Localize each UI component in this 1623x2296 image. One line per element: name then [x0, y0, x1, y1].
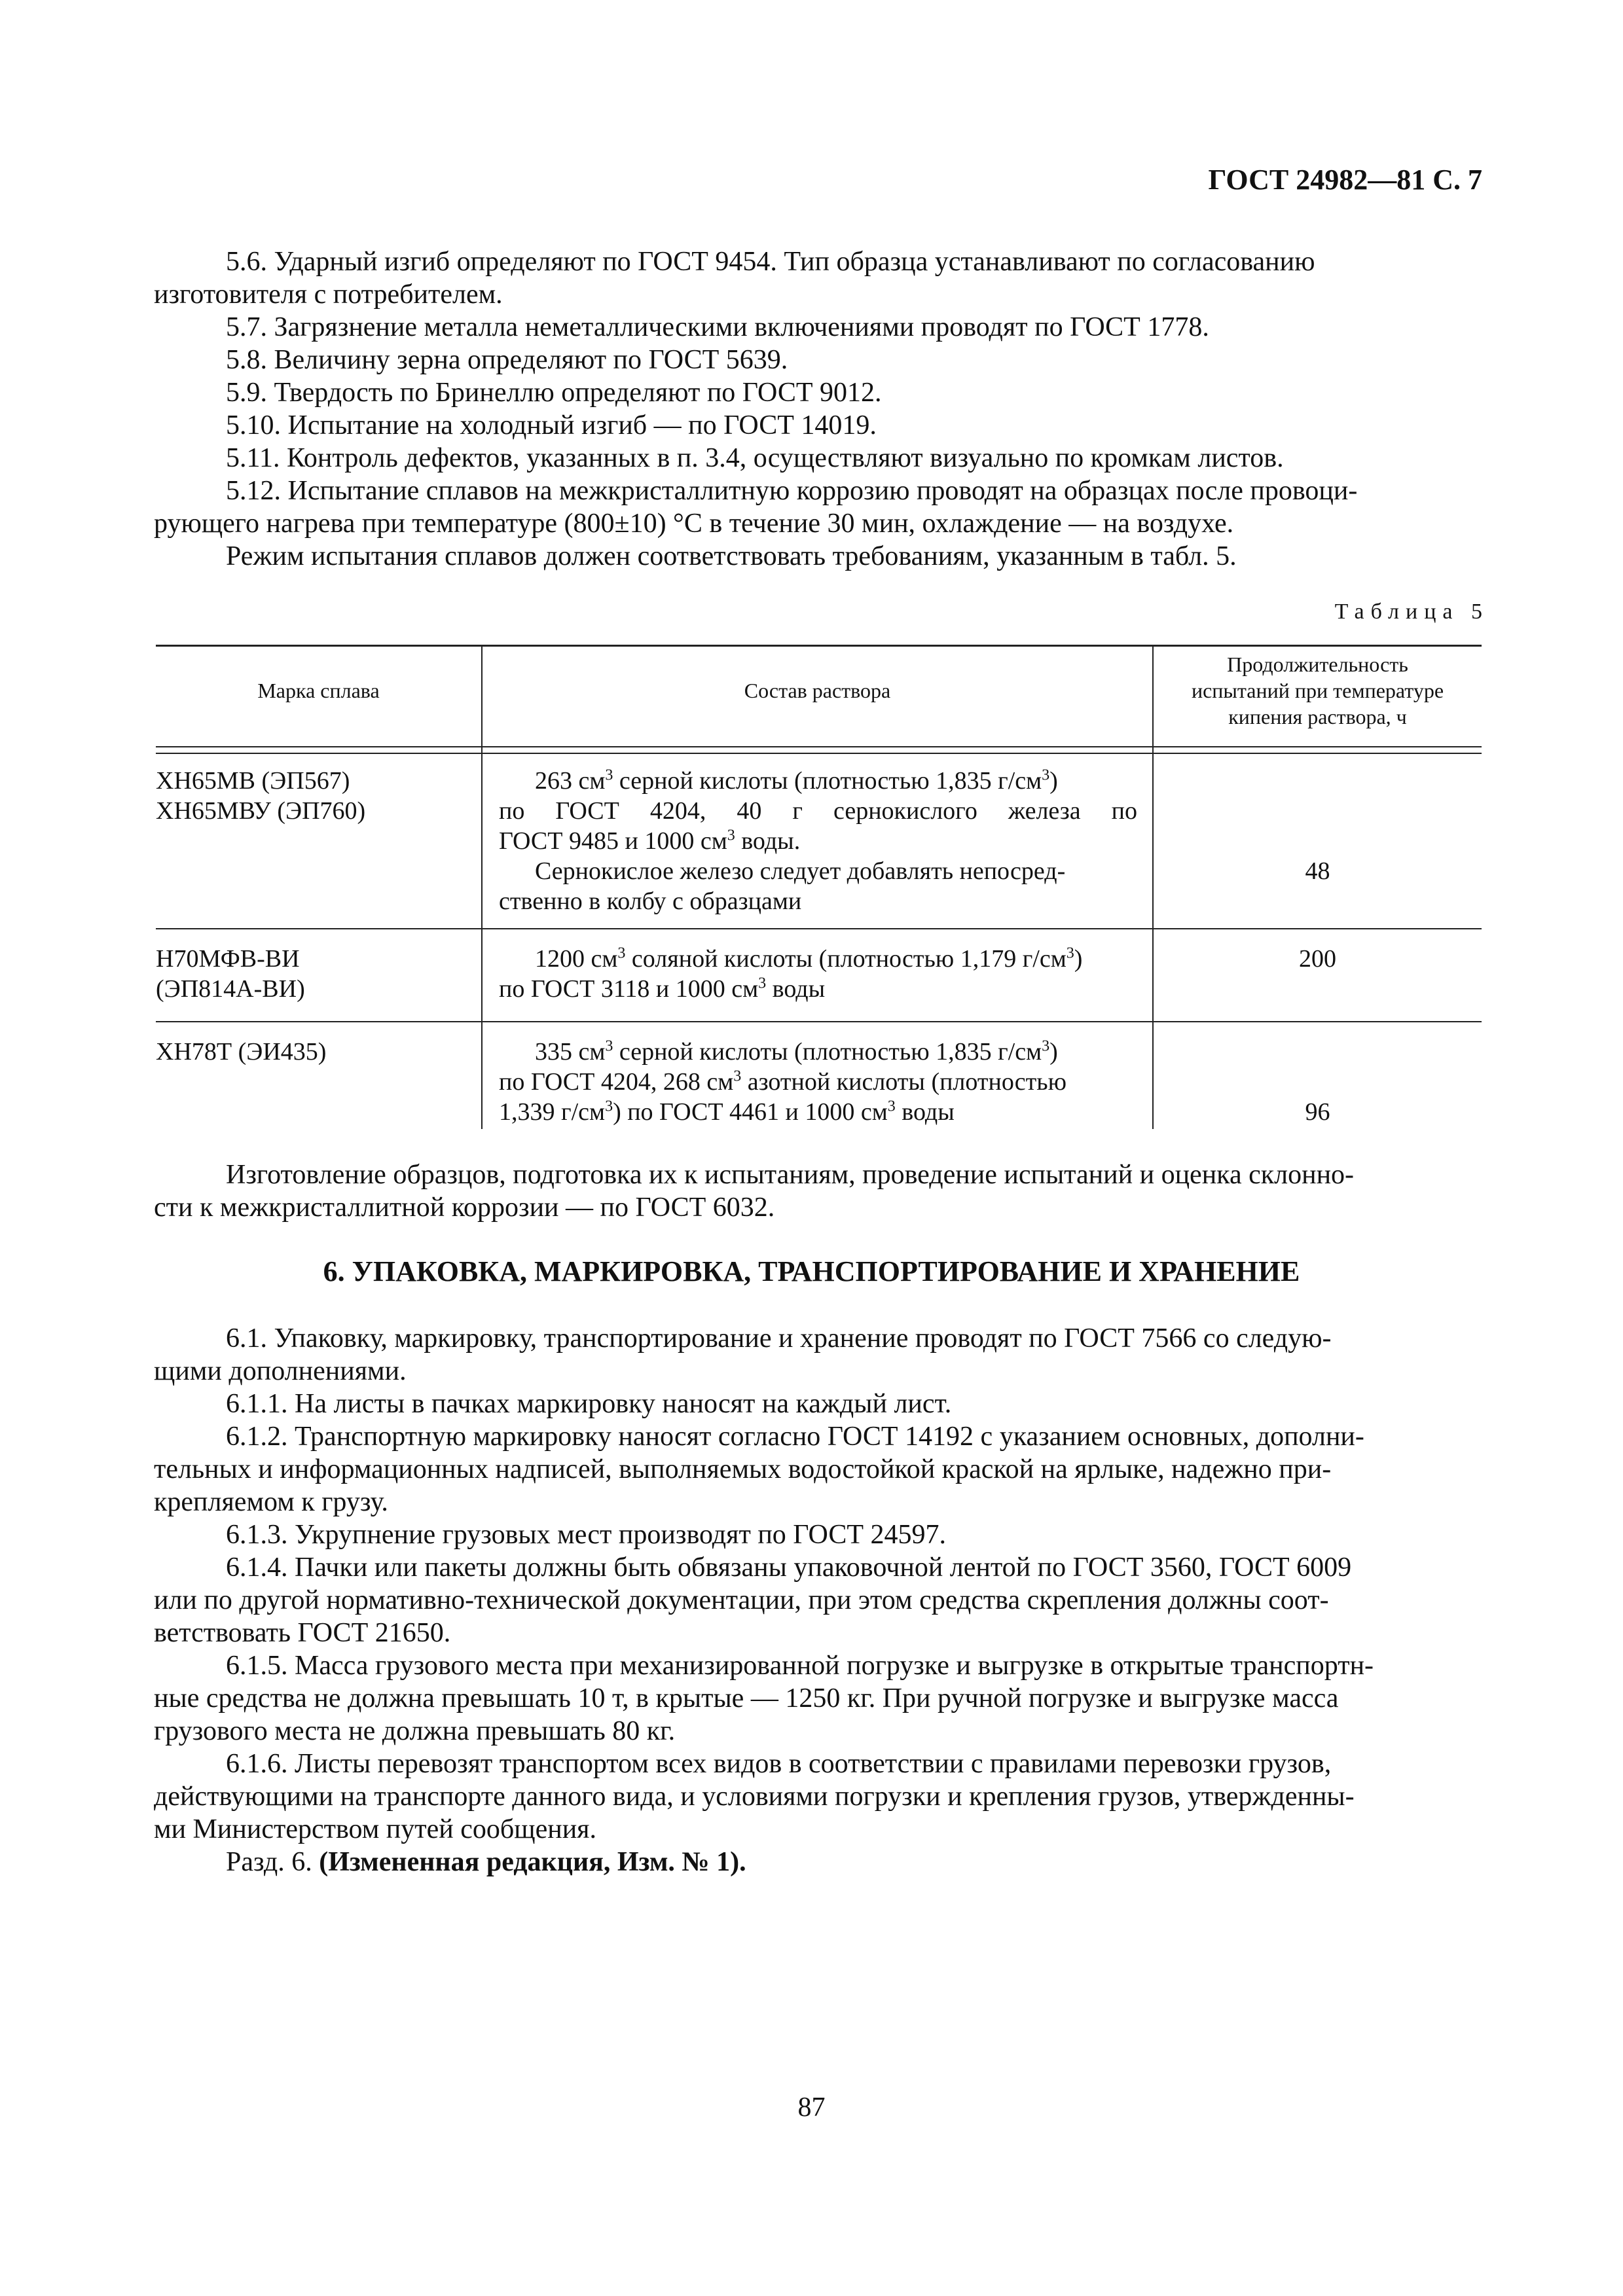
paragraph-6-1-6-line3: ми Министерством путей сообщения.: [154, 1814, 596, 1844]
paragraph-5-8: 5.8. Величину зерна определяют по ГОСТ 5639.: [226, 345, 788, 375]
paragraph-5-6-line2: изготовителя с потребителем.: [154, 279, 503, 310]
paragraph-5-12-line2: рующего нагрева при температуре (800±10) °С в течение 30 мин, охлаждение — на воздухе.: [154, 509, 1234, 539]
table-header-composition: Состав раствора: [744, 679, 891, 702]
table-row-1-composition: 263 $см^3$ серной кислоты (плотностью 1,835 $г/см^3$) по ГОСТ 4204, 40 г сернокислого железа по ГОСТ 9485 и 1000 $см^3$ воды. Сернокислое железо следует добавлять непосред- ственно в колбу с образцами: [499, 766, 1137, 915]
page-number: 87: [797, 2092, 826, 2123]
table-row-1-duration: 48: [1305, 857, 1330, 885]
paragraph-6-1-2-line1: 6.1.2. Транспортную маркировку наносят согласно ГОСТ 14192 с указанием основных, дополни-: [226, 1422, 1364, 1452]
paragraph-6-1-5-line1: 6.1.5. Масса грузового места при механизированной погрузке и выгрузке в открытые транспортн-: [226, 1651, 1374, 1681]
table-row-3-duration: 96: [1305, 1098, 1330, 1126]
table-row-rule-1: [156, 928, 1482, 929]
table-row-2-grade: Н70МФВ-ВИ (ЭП814А-ВИ): [156, 945, 305, 1003]
paragraph-mode: Режим испытания сплавов должен соответствовать требованиям, указанным в табл. 5.: [226, 541, 1237, 571]
paragraph-after-table-line2: сти к межкристаллитной коррозии — по ГОСТ 6032.: [154, 1193, 775, 1223]
table-row-2-duration: 200: [1299, 945, 1336, 973]
paragraph-5-9: 5.9. Твердость по Бринеллю определяют по ГОСТ 9012.: [226, 378, 882, 408]
section-6-heading: 6. УПАКОВКА, МАРКИРОВКА, ТРАНСПОРТИРОВАНИЕ И ХРАНЕНИЕ: [323, 1255, 1300, 1287]
table-header-rule-2: [156, 753, 1482, 754]
paragraph-5-12-line1: 5.12. Испытание сплавов на межкристаллитную коррозию проводят на образцах после провоци-: [226, 476, 1358, 506]
table-top-rule: [156, 645, 1482, 647]
table-row-3-grade: ХН78Т (ЭИ435): [156, 1038, 327, 1066]
table-header-duration: Продолжительность испытаний при температуре кипения раствора, ч: [1191, 653, 1444, 728]
paragraph-5-11: 5.11. Контроль дефектов, указанных в п. 3.4, осуществляют визуально по кромкам листов.: [226, 443, 1284, 473]
paragraph-razd-6-note: Разд. 6. (Измененная редакция, Изм. № 1).: [226, 1847, 746, 1877]
table-row-3-composition: 335 $см^3$ серной кислоты (плотностью 1,835 $г/см^3$) по ГОСТ 4204, 268 $см^3$ азотной кислоты (плотностью 1,339 $г/см^3$) по ГОСТ 4461 и 1000 $см^3$ воды: [499, 1037, 1067, 1126]
table-col-divider-1: [481, 645, 483, 1129]
paragraph-6-1-3: 6.1.3. Укрупнение грузовых мест производят по ГОСТ 24597.: [226, 1520, 947, 1550]
paragraph-6-1-6-line2: действующими на транспорте данного вида, и условиями погрузки и крепления грузов, утвержденны-: [154, 1782, 1355, 1812]
table-caption: Таблица 5: [1334, 600, 1489, 624]
paragraph-6-1-5-line3: грузового места не должна превышать 80 кг.: [154, 1716, 676, 1746]
paragraph-6-1-4-line3: ветствовать ГОСТ 21650.: [154, 1618, 451, 1648]
table-header-rule-1: [156, 746, 1482, 747]
paragraph-6-1-line1: 6.1. Упаковку, маркировку, транспортирование и хранение проводят по ГОСТ 7566 со следую-: [226, 1323, 1332, 1354]
paragraph-6-1-5-line2: ные средства не должна превышать 10 т, в крытые — 1250 кг. При ручной погрузке и выгрузке масса: [154, 1683, 1339, 1713]
running-header: ГОСТ 24982—81 С. 7: [1208, 164, 1482, 196]
table-header-grade: Марка сплава: [257, 679, 380, 702]
paragraph-6-1-2-line2: тельных и информационных надписей, выполняемых водостойкой краской на ярлыке, надежно при-: [154, 1454, 1332, 1484]
paragraph-after-table-line1: Изготовление образцов, подготовка их к испытаниям, проведение испытаний и оценка склонно-: [226, 1160, 1355, 1190]
paragraph-6-1-2-line3: крепляемом к грузу.: [154, 1487, 388, 1517]
paragraph-6-1-line2: щими дополнениями.: [154, 1356, 407, 1386]
paragraph-5-7: 5.7. Загрязнение металла неметаллическими включениями проводят по ГОСТ 1778.: [226, 312, 1209, 342]
paragraph-6-1-6-line1: 6.1.6. Листы перевозят транспортом всех видов в соответствии с правилами перевозки грузов,: [226, 1749, 1332, 1779]
table-row-rule-2: [156, 1021, 1482, 1022]
paragraph-6-1-4-line2: или по другой нормативно-технической документации, при этом средства скрепления должны соот-: [154, 1585, 1329, 1615]
table-row-1-grade: ХН65МВ (ЭП567) ХН65МВУ (ЭП760): [156, 767, 366, 825]
paragraph-5-10: 5.10. Испытание на холодный изгиб — по ГОСТ 14019.: [226, 410, 877, 440]
paragraph-6-1-1: 6.1.1. На листы в пачках маркировку наносят на каждый лист.: [226, 1389, 952, 1419]
table-row-2-composition: 1200 $см^3$ соляной кислоты (плотностью 1,179 $г/см^3$) по ГОСТ 3118 и 1000 $см^3$ воды: [499, 944, 1083, 1003]
paragraph-6-1-4-line1: 6.1.4. Пачки или пакеты должны быть обвязаны упаковочной лентой по ГОСТ 3560, ГОСТ 6009: [226, 1552, 1352, 1583]
paragraph-5-6-line1: 5.6. Ударный изгиб определяют по ГОСТ 9454. Тип образца устанавливают по согласованию: [226, 247, 1315, 277]
